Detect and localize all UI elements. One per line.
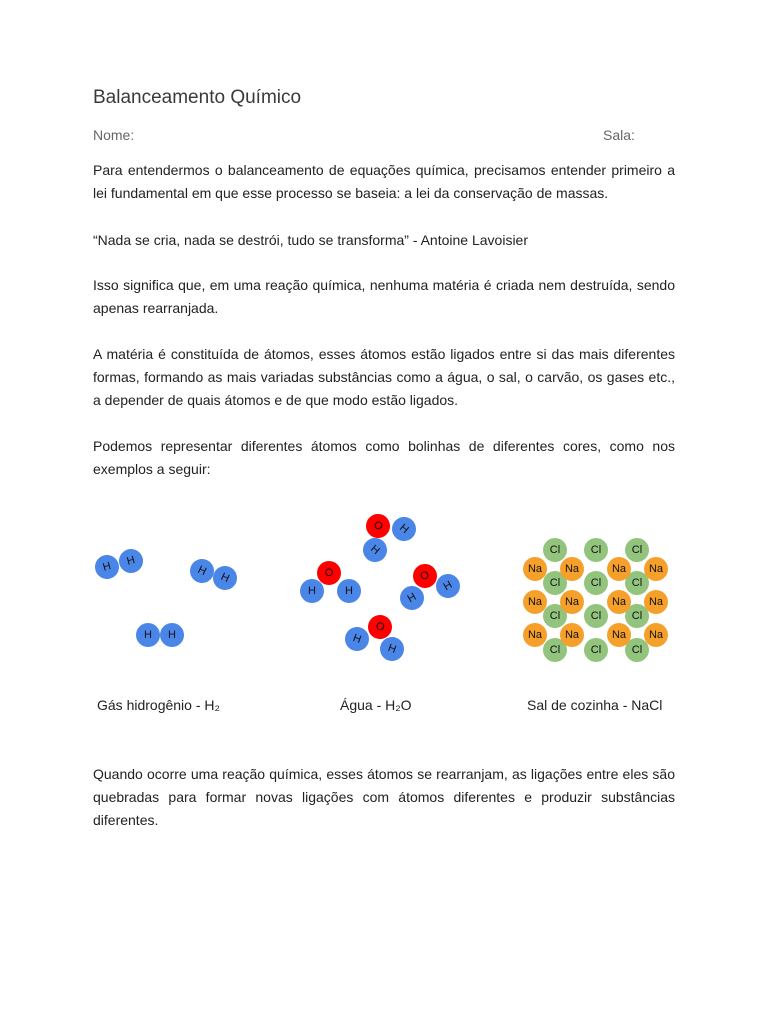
hydrogen-atom: H bbox=[358, 533, 392, 567]
oxygen-atom: O bbox=[361, 509, 395, 543]
name-label: Nome: bbox=[93, 127, 135, 143]
caption-water: Água - H₂O bbox=[340, 697, 412, 713]
hydrogen-atom: H bbox=[136, 623, 160, 647]
page-title: Balanceamento Químico bbox=[93, 87, 302, 108]
sodium-atom: Na bbox=[560, 623, 584, 647]
chlorine-atom: Cl bbox=[584, 604, 608, 628]
caption-table-salt: Sal de cozinha - NaCl bbox=[527, 697, 663, 713]
oxygen-atom: O bbox=[365, 612, 396, 643]
hydrogen-atom: H bbox=[387, 512, 421, 546]
caption-hydrogen-gas: Gás hidrogênio - H₂ bbox=[97, 697, 220, 713]
hydrogen-atom: H bbox=[300, 579, 324, 603]
chlorine-atom: Cl bbox=[584, 638, 608, 662]
chlorine-atom: Cl bbox=[584, 571, 608, 595]
oxygen-atom: O bbox=[409, 560, 442, 593]
hydrogen-atom: H bbox=[209, 562, 241, 594]
molecule-illustration bbox=[0, 505, 768, 675]
hydrogen-atom: H bbox=[377, 634, 408, 665]
chlorine-atom: Cl bbox=[543, 638, 567, 662]
hydrogen-atom: H bbox=[186, 555, 218, 587]
sodium-atom: Na bbox=[644, 623, 668, 647]
paragraph-reaction: Quando ocorre uma reação química, esses átomos se rearranjam, as ligações entre eles são quebradas para formar novas ligações com átomos diferentes e produzir substâncias diferentes. bbox=[93, 766, 675, 828]
sodium-atom: Na bbox=[523, 590, 547, 614]
chlorine-atom: Cl bbox=[584, 538, 608, 562]
sodium-atom: Na bbox=[560, 557, 584, 581]
paragraph-representation: Podemos representar diferentes átomos como bolinhas de diferentes cores, como nos exemplos a seguir: bbox=[93, 438, 675, 477]
hydrogen-atom: H bbox=[92, 552, 121, 581]
paragraph-quote: “Nada se cria, nada se destrói, tudo se transforma” - Antoine Lavoisier bbox=[93, 232, 528, 248]
chlorine-atom: Cl bbox=[543, 571, 567, 595]
hydrogen-atom: H bbox=[160, 623, 184, 647]
room-label: Sala: bbox=[603, 127, 635, 143]
sodium-atom: Na bbox=[607, 557, 631, 581]
chlorine-atom: Cl bbox=[543, 538, 567, 562]
paragraph-matter: A matéria é constituída de átomos, esses átomos estão ligados entre si das mais diferentes formas, formando as mais variadas substâncias como a água, o sal, o carvão, os gases etc., a depender de quais átomos e de que modo estão ligados. bbox=[93, 346, 675, 408]
paragraph-intro: Para entendermos o balanceamento de equações química, precisamos entender primeiro a lei fundamental em que esse processo se baseia: a lei da conservação de massas. bbox=[93, 162, 675, 201]
hydrogen-atom: H bbox=[337, 579, 361, 603]
hydrogen-atom: H bbox=[116, 546, 145, 575]
chlorine-atom: Cl bbox=[625, 604, 649, 628]
sodium-atom: Na bbox=[523, 623, 547, 647]
sodium-atom: Na bbox=[644, 557, 668, 581]
paragraph-meaning: Isso significa que, em uma reação química, nenhuma matéria é criada nem destruída, sendo apenas rearranjada. bbox=[93, 277, 675, 316]
hydrogen-atom: H bbox=[396, 582, 429, 615]
oxygen-atom: O bbox=[317, 561, 341, 585]
sodium-atom: Na bbox=[607, 623, 631, 647]
hydrogen-atom: H bbox=[342, 624, 373, 655]
chlorine-atom: Cl bbox=[625, 571, 649, 595]
chlorine-atom: Cl bbox=[625, 538, 649, 562]
sodium-atom: Na bbox=[523, 557, 547, 581]
sodium-atom: Na bbox=[644, 590, 668, 614]
sodium-atom: Na bbox=[560, 590, 584, 614]
sodium-atom: Na bbox=[607, 590, 631, 614]
hydrogen-atom: H bbox=[432, 570, 465, 603]
chlorine-atom: Cl bbox=[625, 638, 649, 662]
chlorine-atom: Cl bbox=[543, 604, 567, 628]
